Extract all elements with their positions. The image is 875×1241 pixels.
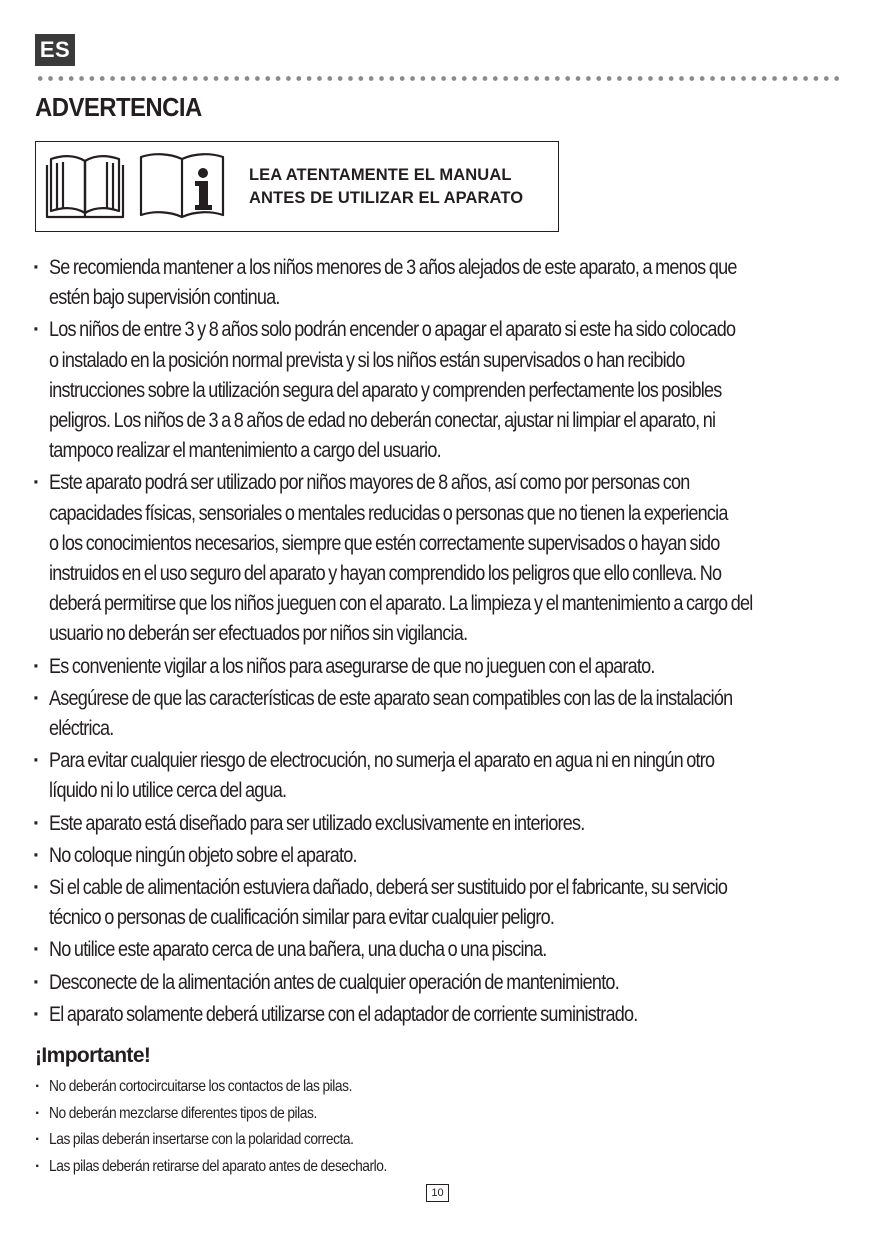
warning-item — [33, 1000, 845, 1030]
warning-line: Este aparato podrá ser utilizado por niños mayores de 8 años, así como por personas con — [49, 471, 690, 495]
warning-line: Si el cable de alimentación estuviera dañado, deberá ser sustituido por el fabricante, su servicio — [49, 876, 728, 900]
read-manual-notice — [35, 141, 559, 232]
battery-note-text: No deberán mezclarse diferentes tipos de pilas. — [49, 1104, 317, 1122]
warning-item — [33, 841, 845, 871]
warning-line: tampoco realizar el mantenimiento a cargo del usuario. — [49, 439, 441, 463]
important-heading: ¡Importante! — [35, 1044, 151, 1067]
warning-line: estén bajo supervisión continua. — [49, 286, 280, 310]
warning-item — [33, 315, 845, 466]
warning-line: El aparato solamente deberá utilizarse con el adaptador de corriente suministrado. — [49, 1002, 638, 1026]
warning-line: capacidades físicas, sensoriales o mentales reducidas o personas que no tienen la experiencia — [49, 501, 728, 525]
info-manual-icon — [137, 153, 227, 219]
warning-line: Asegúrese de que las características de este aparato sean compatibles con las de la instalación — [49, 686, 733, 710]
warning-item — [33, 873, 845, 933]
warning-line: líquido ni lo utilice cerca del agua. — [49, 779, 287, 803]
warning-line: técnico o personas de cualificación similar para evitar cualquier peligro. — [49, 906, 555, 930]
battery-note-item — [35, 1127, 735, 1154]
warning-item — [33, 809, 845, 839]
warning-line: o los conocimientos necesarios, siempre que estén correctamente supervisados o hayan sido — [49, 531, 720, 555]
warning-line: Desconecte de la alimentación antes de cualquier operación de mantenimiento. — [49, 970, 619, 994]
warning-line: Es conveniente vigilar a los niños para asegurarse de que no jueguen con el aparato. — [49, 654, 655, 678]
manual-notice-text — [249, 164, 523, 210]
warning-line: Para evitar cualquier riesgo de electrocución, no sumerja el aparato en agua ni en ningún otro — [49, 749, 715, 773]
battery-note-text: Las pilas deberán retirarse del aparato antes de desecharlo. — [49, 1157, 387, 1175]
battery-note-text: No deberán cortocircuitarse los contactos de las pilas. — [49, 1078, 352, 1095]
book-icon — [45, 153, 125, 219]
manual-notice-line1: LEA ATENTAMENTE EL MANUAL — [249, 166, 512, 184]
warning-item — [33, 746, 845, 806]
warning-item — [33, 935, 845, 965]
warning-line: usuario no deberán ser efectuados por niños sin vigilancia. — [49, 622, 468, 646]
warning-line: eléctrica. — [49, 717, 114, 741]
warning-line: Los niños de entre 3 y 8 años solo podrán encender o apagar el aparato si este ha sido colocado — [49, 318, 736, 342]
manual-notice-line2: ANTES DE UTILIZAR EL APARATO — [249, 189, 524, 207]
battery-note-item — [35, 1101, 735, 1128]
language-badge: ES — [35, 34, 75, 66]
page-title: ADVERTENCIA — [35, 92, 202, 122]
warning-line: No coloque ningún objeto sobre el aparato. — [49, 843, 357, 867]
battery-note-item — [35, 1154, 735, 1181]
battery-note-item — [35, 1074, 735, 1101]
battery-note-text: Las pilas deberán insertarse con la polaridad correcta. — [49, 1131, 354, 1148]
warning-item — [33, 684, 845, 744]
warning-item — [33, 968, 845, 998]
warning-line: Este aparato está diseñado para ser utilizado exclusivamente en interiores. — [49, 811, 585, 835]
dotted-divider — [35, 76, 843, 81]
warning-item — [33, 652, 845, 682]
warning-list — [33, 253, 845, 1032]
warning-item — [33, 253, 845, 313]
warning-line: instruidos en el uso seguro del aparato y hayan comprendido los peligros que ello conlleva. No — [49, 562, 722, 586]
warning-line: instrucciones sobre la utilización segura del aparato y comprenden perfectamente los posibles — [49, 378, 722, 402]
warning-line: deberá permitirse que los niños jueguen con el aparato. La limpieza y el mantenimiento a cargo del — [49, 592, 753, 616]
warning-line: Se recomienda mantener a los niños menores de 3 años alejados de este aparato, a menos que — [49, 256, 737, 279]
warning-item — [33, 468, 845, 649]
warning-line: peligros. Los niños de 3 a 8 años de edad no deberán conectar, ajustar ni limpiar el aparato, ni — [49, 409, 716, 433]
page-number: 10 — [426, 1184, 449, 1202]
battery-notes-list — [35, 1074, 735, 1180]
warning-line: o instalado en la posición normal prevista y si los niños están supervisados o han recibido — [49, 348, 685, 372]
warning-line: No utilice este aparato cerca de una bañera, una ducha o una piscina. — [49, 938, 547, 962]
